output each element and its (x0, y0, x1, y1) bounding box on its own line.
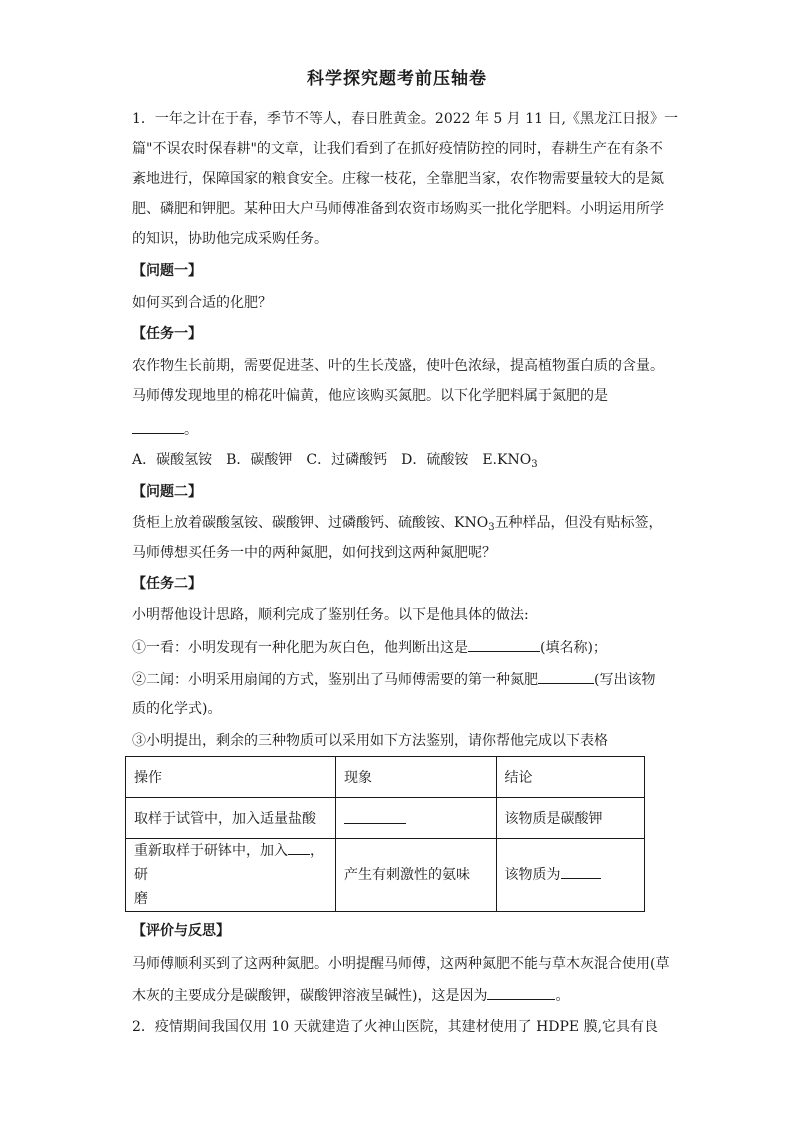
task2-intro: 小明帮他设计思路，顺利完成了鉴别任务。以下是他具体的做法: (132, 607, 529, 623)
q1-intro-line-5: 的知识，协助他完成采购任务。 (132, 231, 328, 247)
q1-intro-line-1: 1．一年之计在于春，季节不等人，春日胜黄金。2022 年 5 月 11 日,《黑龙江日报》一 (132, 111, 678, 127)
answer-blank[interactable] (487, 985, 555, 1000)
step2-line-2: 质的化学式)。 (132, 701, 222, 717)
table-header-cell: 现象 (336, 757, 497, 798)
reflect-heading: 【评价与反思】 (132, 923, 230, 939)
problem2-line-1: 货柜上放着碳酸氢铵、碳酸钾、过磷酸钙、硫酸铵、$KNO_3$五种样品，但没有贴标签， (132, 515, 663, 533)
problem2-heading: 【问题二】 (132, 484, 202, 500)
table-header-cell: 结论 (496, 757, 644, 798)
task1-answer-line: 。 (132, 419, 692, 440)
reflect-line-2: 木灰的主要成分是碳酸钾，碳酸钾溶液呈碱性)，这是因为 。 (132, 985, 692, 1006)
task1-line-1: 农作物生长前期，需要促进茎、叶的生长茂盛，使叶色浓绿，提高植物蛋白质的含量。 (132, 358, 664, 374)
answer-blank[interactable] (288, 840, 310, 855)
step1-line: ①一看：小明发现有一种化肥为灰白色，他判断出这是 (填名称)； (132, 637, 692, 658)
answer-blank[interactable] (538, 669, 594, 684)
table-row (126, 798, 645, 839)
q2-line-1: 2．疫情期间我国仅用 10 天就建造了火神山医院，其建材使用了 HDPE 膜,它具有良 (132, 1019, 659, 1035)
reflect-line-1: 马师傅顺利买到了这两种氮肥。小明提醒马师傅，这两种氮肥不能与草木灰混合使用(草 (132, 956, 670, 972)
task1-line-2: 马师傅发现地里的棉花叶偏黄，他应该购买氮肥。以下化学肥料属于氮肥的是 (132, 388, 608, 404)
answer-blank[interactable] (132, 419, 184, 434)
table-cell: 重新取样于研钵中，加入 ，研 磨 (126, 839, 336, 912)
q1-intro-line-2: 篇"不误农时保春耕"的文章，让我们看到了在抓好疫情防控的同时，春耕生产在有条不 (132, 141, 663, 157)
task1-heading: 【任务一】 (132, 326, 202, 342)
answer-blank[interactable] (344, 809, 406, 824)
answer-blank[interactable] (468, 637, 540, 652)
problem1-heading: 【问题一】 (132, 263, 202, 279)
problem1-text: 如何买到合适的化肥？ (132, 295, 272, 311)
step2-line-1: ②二闻：小明采用扇闻的方式，鉴别出了马师傅需要的第一种氮肥 (写出该物 (132, 669, 692, 690)
table-cell: 取样于试管中，加入适量盐酸 (126, 798, 336, 839)
task1-options: A．碳酸氢铵 B．碳酸钾 C．过磷酸钙 D．硫酸铵 $E.KNO_3$ (132, 452, 538, 470)
table-cell (336, 798, 497, 839)
table-cell: 产生有刺激性的氨味 (336, 839, 497, 912)
table-cell: 该物质是碳酸钾 (496, 798, 644, 839)
step3-line: ③小明提出，剩余的三种物质可以采用如下方法鉴别，请你帮他完成以下表格 (132, 733, 608, 749)
q1-intro-line-3: 紊地进行，保障国家的粮食安全。庄稼一枝花，全靠肥当家，农作物需要量较大的是氮 (132, 171, 664, 187)
identification-table (125, 756, 645, 912)
table-header-row (126, 757, 645, 798)
page-title: 科学探究题考前压轴卷 (307, 69, 487, 89)
table-row (126, 839, 645, 912)
q1-intro-line-4: 肥、磷肥和钾肥。某种田大户马师傅准备到农资市场购买一批化学肥料。小明运用所学 (132, 201, 664, 217)
answer-blank[interactable] (561, 864, 601, 879)
problem2-line-2: 马师傅想买任务一中的两种氮肥，如何找到这两种氮肥呢？ (132, 545, 496, 561)
table-header-cell: 操作 (126, 757, 336, 798)
task2-heading: 【任务二】 (132, 576, 202, 592)
table-cell: 该物质为 (496, 839, 644, 912)
